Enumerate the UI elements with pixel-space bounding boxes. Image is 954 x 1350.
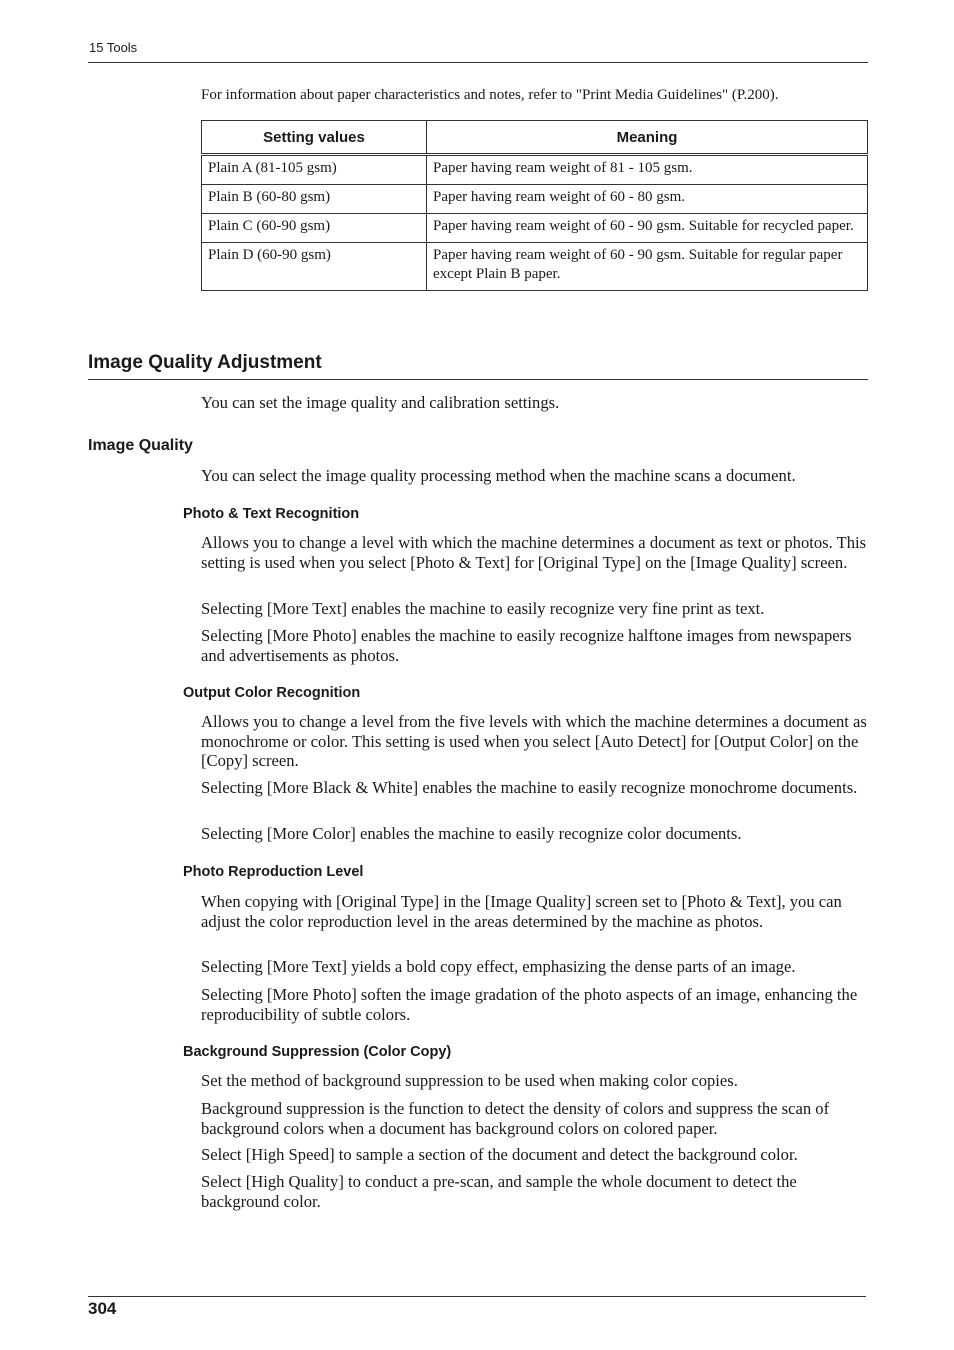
table-cell-meaning: Paper having ream weight of 60 - 90 gsm. Suitable for regular paper except Plain B paper. [427,243,868,291]
output-color-paragraph-3: Selecting [More Color] enables the machine to easily recognize color documents. [201,824,742,843]
table-row [202,155,868,185]
image-quality-intro: You can select the image quality processing method when the machine scans a document. [201,466,796,485]
photo-repro-paragraph-3: Selecting [More Photo] soften the image gradation of the photo aspects of an image, enhancing the reproducibility of subtle colors. [201,985,858,1024]
column-header-meaning: Meaning [427,121,868,155]
background-paragraph-4: Select [High Quality] to conduct a pre-scan, and sample the whole document to detect the background color. [201,1172,797,1211]
table-cell-setting: Plain A (81-105 gsm) [202,155,427,185]
photo-text-paragraph-1: Allows you to change a level with which the machine determines a document as text or photos. This setting is used when you select [Photo & Text] for [Original Type] on the [Image Quality] screen. [201,533,867,572]
running-header-chapter: 15 Tools [89,40,138,55]
photo-text-paragraph-3: Selecting [More Photo] enables the machine to easily recognize halftone images from newspapers and advertisements as photos. [201,626,852,665]
table-row [202,243,868,291]
heading-photo-text-recognition: Photo & Text Recognition [183,506,360,522]
heading-photo-reproduction-level: Photo Reproduction Level [183,864,364,880]
table-cell-setting: Plain D (60-90 gsm) [202,243,427,291]
output-color-paragraph-1: Allows you to change a level from the five levels with which the machine determines a document as monochrome or color. This setting is used when you select [Auto Detect] for [Output Color] on the [Copy] screen. [201,712,867,770]
table-cell-meaning: Paper having ream weight of 60 - 80 gsm. [427,185,868,214]
background-paragraph-3: Select [High Speed] to sample a section of the document and detect the background color. [201,1145,798,1164]
photo-repro-paragraph-2: Selecting [More Text] yields a bold copy effect, emphasizing the dense parts of an image. [201,957,796,976]
background-paragraph-2: Background suppression is the function to detect the density of colors and suppress the scan of background colors when a document has background colors on colored paper. [201,1099,830,1138]
column-header-setting-values: Setting values [202,121,427,155]
background-paragraph-1: Set the method of background suppression to be used when making color copies. [201,1071,738,1090]
table-header-row [202,121,868,155]
section-heading-rule [88,379,868,380]
heading-background-suppression: Background Suppression (Color Copy) [183,1044,452,1060]
table-cell-meaning: Paper having ream weight of 81 - 105 gsm. [427,155,868,185]
output-color-paragraph-2: Selecting [More Black & White] enables the machine to easily recognize monochrome documents. [201,778,858,797]
heading-output-color-recognition: Output Color Recognition [183,685,361,701]
table-cell-setting: Plain B (60-80 gsm) [202,185,427,214]
footer-rule [88,1296,866,1297]
subsection-heading-image-quality: Image Quality [88,437,193,454]
section-intro: You can set the image quality and calibration settings. [201,393,560,412]
header-rule [88,62,868,63]
photo-repro-paragraph-1: When copying with [Original Type] in the [Image Quality] screen set to [Photo & Text], you can adjust the color reproduction level in the areas determined by the machine as photos. [201,892,842,931]
table-cell-meaning: Paper having ream weight of 60 - 90 gsm. Suitable for recycled paper. [427,214,868,243]
page-number: 304 [88,1299,117,1318]
photo-text-paragraph-2: Selecting [More Text] enables the machine to easily recognize very fine print as text. [201,599,765,618]
intro-paragraph: For information about paper characteristics and notes, refer to "Print Media Guidelines" (P.200). [201,87,779,103]
table-cell-setting: Plain C (60-90 gsm) [202,214,427,243]
paper-type-table [201,120,868,291]
section-heading: Image Quality Adjustment [88,352,322,373]
table-row [202,214,868,243]
table-row [202,185,868,214]
